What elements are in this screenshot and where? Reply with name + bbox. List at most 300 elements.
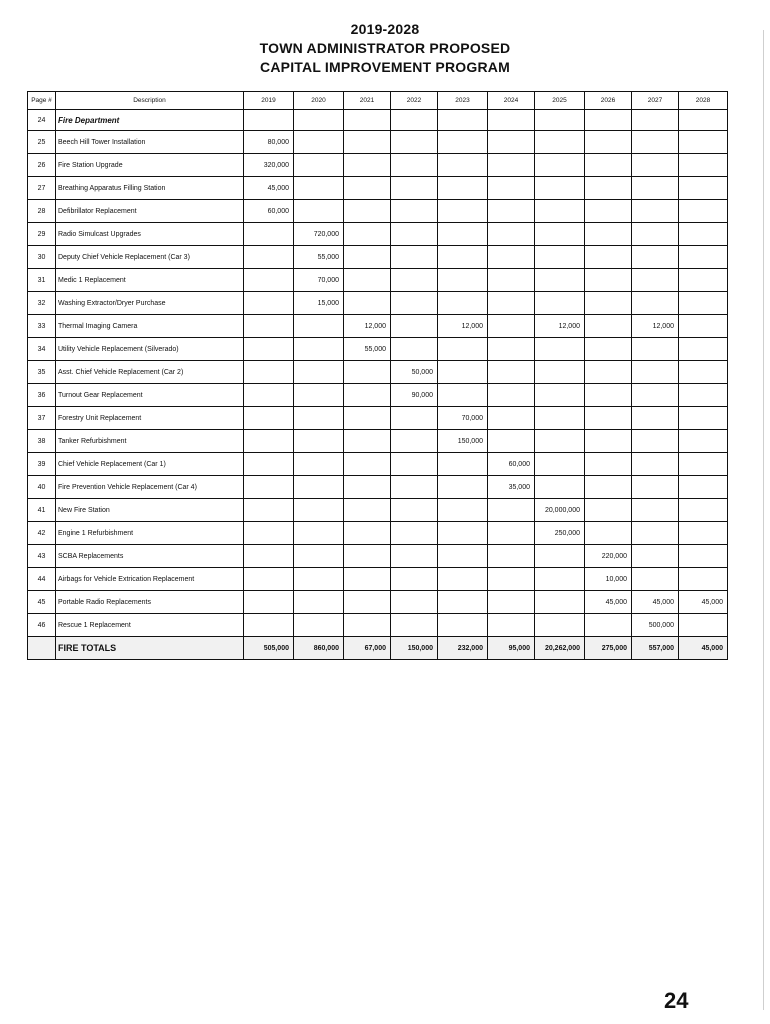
row-page-number: 31: [28, 269, 56, 292]
row-description: SCBA Replacements: [56, 545, 244, 568]
row-page-number: 35: [28, 361, 56, 384]
row-amount-cell: 12,000: [535, 315, 585, 338]
col-header-year: 2019: [244, 92, 294, 110]
row-amount-cell: [438, 292, 488, 315]
row-amount-cell: 500,000: [632, 614, 679, 637]
row-description: Medic 1 Replacement: [56, 269, 244, 292]
col-header-year: 2028: [679, 92, 728, 110]
row-amount-cell: [679, 499, 728, 522]
row-amount-cell: [244, 430, 294, 453]
row-page-number: 25: [28, 131, 56, 154]
row-amount-cell: [632, 269, 679, 292]
row-amount-cell: [679, 269, 728, 292]
section-label: Fire Department: [56, 110, 244, 131]
row-amount-cell: [632, 568, 679, 591]
totals-amount-cell: 95,000: [488, 637, 535, 660]
row-amount-cell: [535, 177, 585, 200]
table-row: [28, 522, 728, 545]
row-amount-cell: [391, 246, 438, 269]
row-amount-cell: [535, 407, 585, 430]
row-page-number: 28: [28, 200, 56, 223]
row-amount-cell: [391, 453, 438, 476]
row-amount-cell: [679, 177, 728, 200]
row-description: Thermal Imaging Camera: [56, 315, 244, 338]
row-amount-cell: [585, 384, 632, 407]
row-amount-cell: 70,000: [294, 269, 344, 292]
row-amount-cell: [488, 361, 535, 384]
row-amount-cell: [585, 131, 632, 154]
row-amount-cell: [535, 568, 585, 591]
page-number: 24: [664, 988, 689, 1013]
row-amount-cell: [488, 614, 535, 637]
row-amount-cell: 12,000: [632, 315, 679, 338]
row-amount-cell: [438, 246, 488, 269]
row-amount-cell: [244, 568, 294, 591]
row-amount-cell: [438, 568, 488, 591]
table-row: [28, 568, 728, 591]
row-amount-cell: [294, 568, 344, 591]
row-amount-cell: [344, 269, 391, 292]
row-amount-cell: [488, 246, 535, 269]
row-amount-cell: [585, 200, 632, 223]
row-amount-cell: [294, 453, 344, 476]
totals-amount-cell: 557,000: [632, 637, 679, 660]
row-amount-cell: [294, 315, 344, 338]
row-description: New Fire Station: [56, 499, 244, 522]
row-amount-cell: [535, 453, 585, 476]
row-amount-cell: [585, 315, 632, 338]
section-row: [28, 110, 728, 131]
row-page-number: 32: [28, 292, 56, 315]
table-row: [28, 453, 728, 476]
row-amount-cell: [535, 591, 585, 614]
row-amount-cell: 55,000: [344, 338, 391, 361]
row-amount-cell: [488, 430, 535, 453]
row-amount-cell: [632, 499, 679, 522]
totals-row: [28, 637, 728, 660]
totals-amount-cell: 232,000: [438, 637, 488, 660]
col-header-year: 2021: [344, 92, 391, 110]
row-amount-cell: [535, 131, 585, 154]
row-description: Beech Hill Tower Installation: [56, 131, 244, 154]
row-amount-cell: [488, 269, 535, 292]
row-amount-cell: [632, 361, 679, 384]
row-amount-cell: [244, 292, 294, 315]
totals-label: FIRE TOTALS: [56, 637, 244, 660]
totals-amount-cell: 860,000: [294, 637, 344, 660]
row-amount-cell: [391, 315, 438, 338]
row-description: Radio Simulcast Upgrades: [56, 223, 244, 246]
row-amount-cell: [585, 430, 632, 453]
row-amount-cell: [632, 338, 679, 361]
table-row: [28, 361, 728, 384]
row-amount-cell: 70,000: [438, 407, 488, 430]
row-amount-cell: [632, 200, 679, 223]
row-amount-cell: 10,000: [585, 568, 632, 591]
row-amount-cell: [391, 614, 438, 637]
title-line-2: TOWN ADMINISTRATOR PROPOSED: [259, 40, 511, 56]
row-amount-cell: [679, 292, 728, 315]
row-amount-cell: [488, 292, 535, 315]
row-amount-cell: [294, 591, 344, 614]
table-row: [28, 131, 728, 154]
row-amount-cell: [438, 522, 488, 545]
row-amount-cell: [585, 361, 632, 384]
row-page-number: 27: [28, 177, 56, 200]
row-amount-cell: [679, 476, 728, 499]
table-row: [28, 499, 728, 522]
row-page-number: 40: [28, 476, 56, 499]
row-amount-cell: [585, 614, 632, 637]
row-amount-cell: [244, 453, 294, 476]
table-row: [28, 545, 728, 568]
row-page-number: 39: [28, 453, 56, 476]
row-amount-cell: 250,000: [535, 522, 585, 545]
table-row: [28, 338, 728, 361]
row-amount-cell: [535, 246, 585, 269]
row-amount-cell: [679, 338, 728, 361]
row-page-number: 26: [28, 154, 56, 177]
row-description: Utility Vehicle Replacement (Silverado): [56, 338, 244, 361]
row-amount-cell: [679, 361, 728, 384]
row-amount-cell: [679, 614, 728, 637]
row-amount-cell: [438, 269, 488, 292]
row-page-number: 33: [28, 315, 56, 338]
row-amount-cell: [488, 200, 535, 223]
table-row: [28, 154, 728, 177]
row-amount-cell: [244, 315, 294, 338]
row-amount-cell: [585, 269, 632, 292]
totals-amount-cell: 275,000: [585, 637, 632, 660]
title-years: 2019-2028: [350, 21, 420, 37]
row-amount-cell: [679, 568, 728, 591]
row-amount-cell: 320,000: [244, 154, 294, 177]
row-amount-cell: [679, 453, 728, 476]
row-page-number: 38: [28, 430, 56, 453]
row-amount-cell: [344, 591, 391, 614]
row-amount-cell: [632, 453, 679, 476]
row-amount-cell: [344, 177, 391, 200]
row-amount-cell: [344, 545, 391, 568]
row-amount-cell: [632, 292, 679, 315]
row-amount-cell: [294, 522, 344, 545]
row-amount-cell: 720,000: [294, 223, 344, 246]
row-amount-cell: [244, 522, 294, 545]
col-header-page: Page #: [28, 92, 56, 110]
row-amount-cell: [438, 591, 488, 614]
row-amount-cell: [488, 315, 535, 338]
row-amount-cell: [391, 591, 438, 614]
row-amount-cell: [344, 522, 391, 545]
row-page-number: 45: [28, 591, 56, 614]
row-amount-cell: [294, 200, 344, 223]
row-amount-cell: [294, 430, 344, 453]
row-amount-cell: [244, 269, 294, 292]
row-amount-cell: [679, 315, 728, 338]
row-amount-cell: [679, 545, 728, 568]
row-amount-cell: [344, 476, 391, 499]
col-header-year: 2020: [294, 92, 344, 110]
row-amount-cell: [632, 223, 679, 246]
title-line-3: CAPITAL IMPROVEMENT PROGRAM: [260, 59, 510, 75]
row-amount-cell: [585, 338, 632, 361]
row-amount-cell: [294, 361, 344, 384]
row-amount-cell: [344, 568, 391, 591]
row-amount-cell: [488, 407, 535, 430]
row-description: Washing Extractor/Dryer Purchase: [56, 292, 244, 315]
row-amount-cell: [294, 499, 344, 522]
row-amount-cell: [535, 430, 585, 453]
row-description: Chief Vehicle Replacement (Car 1): [56, 453, 244, 476]
row-amount-cell: [679, 430, 728, 453]
row-amount-cell: [488, 338, 535, 361]
row-page-number: 29: [28, 223, 56, 246]
row-amount-cell: [391, 200, 438, 223]
row-amount-cell: [535, 269, 585, 292]
row-amount-cell: [535, 200, 585, 223]
row-amount-cell: 12,000: [344, 315, 391, 338]
row-amount-cell: [438, 177, 488, 200]
row-amount-cell: 220,000: [585, 545, 632, 568]
row-amount-cell: [244, 476, 294, 499]
row-amount-cell: [244, 499, 294, 522]
row-amount-cell: [679, 522, 728, 545]
row-amount-cell: [391, 430, 438, 453]
row-amount-cell: [244, 338, 294, 361]
row-amount-cell: [585, 154, 632, 177]
row-amount-cell: [585, 476, 632, 499]
row-amount-cell: [391, 154, 438, 177]
row-amount-cell: [391, 223, 438, 246]
row-amount-cell: [535, 476, 585, 499]
row-amount-cell: [585, 223, 632, 246]
row-amount-cell: [294, 131, 344, 154]
row-amount-cell: [438, 476, 488, 499]
row-amount-cell: 80,000: [244, 131, 294, 154]
row-amount-cell: [679, 384, 728, 407]
row-amount-cell: [294, 384, 344, 407]
table-row: [28, 476, 728, 499]
totals-amount-cell: 150,000: [391, 637, 438, 660]
row-amount-cell: [488, 499, 535, 522]
row-amount-cell: [679, 131, 728, 154]
row-description: Rescue 1 Replacement: [56, 614, 244, 637]
row-amount-cell: [585, 292, 632, 315]
row-amount-cell: [679, 200, 728, 223]
row-page-number: 30: [28, 246, 56, 269]
row-amount-cell: [391, 522, 438, 545]
row-amount-cell: [344, 246, 391, 269]
row-amount-cell: [632, 131, 679, 154]
row-amount-cell: 150,000: [438, 430, 488, 453]
row-amount-cell: [391, 407, 438, 430]
row-amount-cell: [344, 154, 391, 177]
row-amount-cell: 50,000: [391, 361, 438, 384]
row-amount-cell: [244, 361, 294, 384]
row-amount-cell: 90,000: [391, 384, 438, 407]
totals-amount-cell: 45,000: [679, 637, 728, 660]
table-row: [28, 591, 728, 614]
row-amount-cell: [632, 246, 679, 269]
row-amount-cell: [535, 292, 585, 315]
row-amount-cell: [488, 177, 535, 200]
row-amount-cell: 60,000: [244, 200, 294, 223]
row-description: Fire Station Upgrade: [56, 154, 244, 177]
row-amount-cell: [632, 430, 679, 453]
col-header-year: 2026: [585, 92, 632, 110]
row-page-number: 44: [28, 568, 56, 591]
row-amount-cell: [585, 246, 632, 269]
row-amount-cell: [679, 407, 728, 430]
row-description: Engine 1 Refurbishment: [56, 522, 244, 545]
row-description: Deputy Chief Vehicle Replacement (Car 3): [56, 246, 244, 269]
row-amount-cell: [535, 384, 585, 407]
row-amount-cell: [344, 200, 391, 223]
totals-amount-cell: 505,000: [244, 637, 294, 660]
row-amount-cell: [438, 338, 488, 361]
row-amount-cell: [535, 338, 585, 361]
table-header-row: [28, 92, 728, 110]
row-amount-cell: [488, 522, 535, 545]
row-page-number: 34: [28, 338, 56, 361]
row-amount-cell: [344, 430, 391, 453]
row-amount-cell: [535, 361, 585, 384]
row-amount-cell: [438, 131, 488, 154]
row-description: Airbags for Vehicle Extrication Replacement: [56, 568, 244, 591]
row-amount-cell: [244, 614, 294, 637]
row-amount-cell: [294, 154, 344, 177]
row-amount-cell: [344, 361, 391, 384]
row-amount-cell: [535, 545, 585, 568]
row-amount-cell: [244, 407, 294, 430]
row-amount-cell: 20,000,000: [535, 499, 585, 522]
row-amount-cell: [632, 522, 679, 545]
row-amount-cell: [294, 338, 344, 361]
table-row: [28, 614, 728, 637]
row-amount-cell: [535, 223, 585, 246]
row-amount-cell: [488, 223, 535, 246]
row-amount-cell: [391, 177, 438, 200]
table-row: [28, 315, 728, 338]
row-amount-cell: [488, 568, 535, 591]
table-row: [28, 223, 728, 246]
row-amount-cell: [679, 246, 728, 269]
row-amount-cell: [294, 177, 344, 200]
row-page-number: 46: [28, 614, 56, 637]
row-amount-cell: [244, 591, 294, 614]
row-amount-cell: [632, 476, 679, 499]
row-page-number: 36: [28, 384, 56, 407]
row-amount-cell: [632, 407, 679, 430]
row-amount-cell: [391, 499, 438, 522]
row-amount-cell: [244, 246, 294, 269]
row-amount-cell: [438, 361, 488, 384]
row-amount-cell: [632, 384, 679, 407]
row-amount-cell: [438, 154, 488, 177]
col-header-year: 2023: [438, 92, 488, 110]
table-row: [28, 384, 728, 407]
totals-amount-cell: 67,000: [344, 637, 391, 660]
row-amount-cell: [488, 591, 535, 614]
row-amount-cell: [391, 131, 438, 154]
row-amount-cell: [585, 453, 632, 476]
row-amount-cell: 45,000: [585, 591, 632, 614]
row-description: Breathing Apparatus Filling Station: [56, 177, 244, 200]
row-amount-cell: [585, 407, 632, 430]
row-amount-cell: [391, 292, 438, 315]
capital-improvement-table: [27, 91, 728, 660]
row-description: Turnout Gear Replacement: [56, 384, 244, 407]
row-amount-cell: [632, 177, 679, 200]
row-description: Tanker Refurbishment: [56, 430, 244, 453]
totals-amount-cell: 20,262,000: [535, 637, 585, 660]
section-page: 24: [28, 110, 56, 131]
row-amount-cell: 45,000: [679, 591, 728, 614]
row-amount-cell: [391, 476, 438, 499]
row-amount-cell: [488, 154, 535, 177]
row-amount-cell: [632, 154, 679, 177]
table-row: [28, 430, 728, 453]
row-amount-cell: [438, 223, 488, 246]
table-row: [28, 269, 728, 292]
row-amount-cell: [488, 384, 535, 407]
row-description: Asst. Chief Vehicle Replacement (Car 2): [56, 361, 244, 384]
row-amount-cell: [244, 384, 294, 407]
row-amount-cell: [438, 384, 488, 407]
row-amount-cell: [294, 407, 344, 430]
row-amount-cell: [585, 499, 632, 522]
row-page-number: 43: [28, 545, 56, 568]
col-header-description: Description: [56, 92, 244, 110]
col-header-year: 2022: [391, 92, 438, 110]
row-amount-cell: [679, 223, 728, 246]
col-header-year: 2027: [632, 92, 679, 110]
row-amount-cell: [344, 614, 391, 637]
row-amount-cell: [438, 545, 488, 568]
row-amount-cell: 45,000: [632, 591, 679, 614]
row-amount-cell: [244, 223, 294, 246]
row-amount-cell: 45,000: [244, 177, 294, 200]
row-amount-cell: [344, 131, 391, 154]
row-amount-cell: [391, 568, 438, 591]
row-page-number: 41: [28, 499, 56, 522]
row-amount-cell: [344, 453, 391, 476]
row-description: Fire Prevention Vehicle Replacement (Car 4): [56, 476, 244, 499]
table-row: [28, 292, 728, 315]
row-amount-cell: [585, 522, 632, 545]
row-amount-cell: [488, 131, 535, 154]
row-amount-cell: [344, 499, 391, 522]
row-description: Portable Radio Replacements: [56, 591, 244, 614]
row-amount-cell: [535, 154, 585, 177]
row-amount-cell: [344, 384, 391, 407]
row-amount-cell: 15,000: [294, 292, 344, 315]
table-row: [28, 177, 728, 200]
row-amount-cell: [585, 177, 632, 200]
row-amount-cell: [244, 545, 294, 568]
row-amount-cell: [438, 453, 488, 476]
row-amount-cell: 35,000: [488, 476, 535, 499]
row-amount-cell: [294, 545, 344, 568]
row-description: Forestry Unit Replacement: [56, 407, 244, 430]
row-amount-cell: [632, 545, 679, 568]
row-amount-cell: [391, 545, 438, 568]
row-amount-cell: [294, 614, 344, 637]
table-row: [28, 200, 728, 223]
row-amount-cell: [679, 154, 728, 177]
col-header-year: 2024: [488, 92, 535, 110]
row-page-number: 42: [28, 522, 56, 545]
